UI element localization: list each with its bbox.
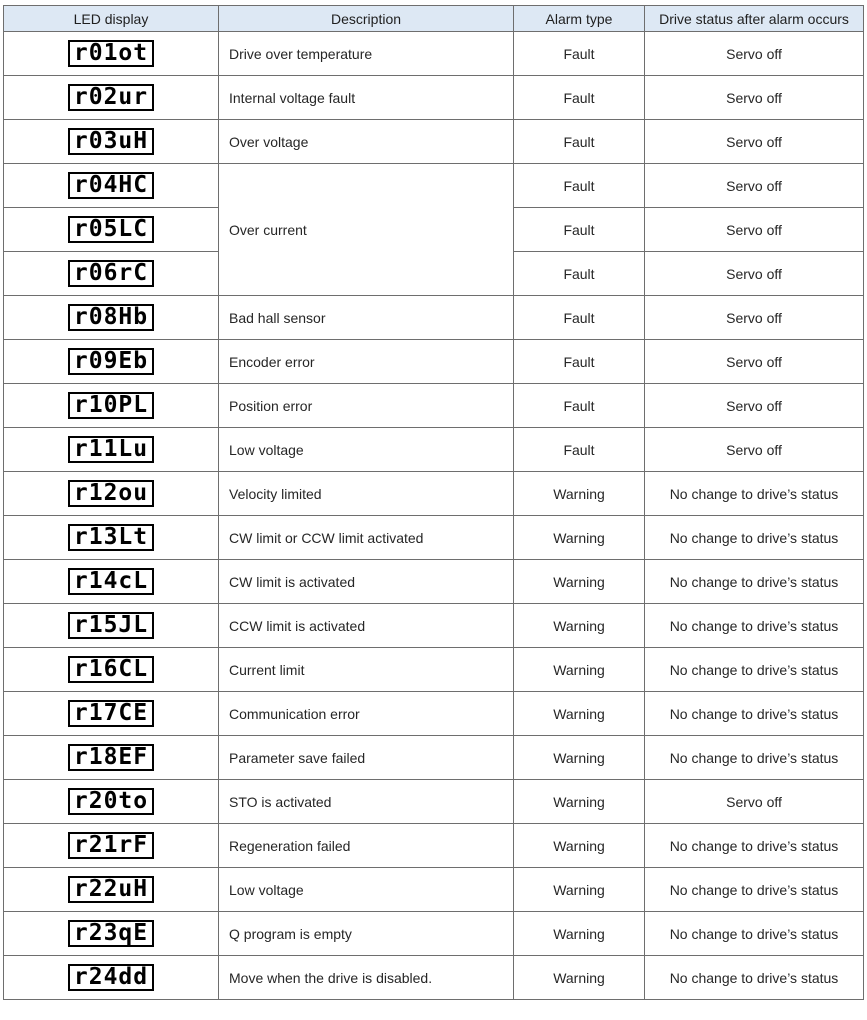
alarm-type-cell: Fault	[514, 32, 645, 76]
header-drive-status: Drive status after alarm occurs	[645, 6, 864, 32]
led-code: r16CL	[68, 656, 154, 683]
alarm-type-cell: Fault	[514, 296, 645, 340]
description-cell: CCW limit is activated	[219, 604, 514, 648]
drive-status-cell: Servo off	[645, 296, 864, 340]
drive-status-cell: Servo off	[645, 164, 864, 208]
table-row	[4, 560, 864, 604]
alarm-type-cell: Fault	[514, 252, 645, 296]
drive-status-cell: No change to drive’s status	[645, 736, 864, 780]
description-cell: Parameter save failed	[219, 736, 514, 780]
table-row	[4, 340, 864, 384]
led-code: r21rF	[68, 832, 154, 859]
table-row	[4, 296, 864, 340]
led-code: r20to	[68, 788, 154, 815]
led-code: r24dd	[68, 964, 154, 991]
led-code: r02ur	[68, 84, 154, 111]
description-cell: Q program is empty	[219, 912, 514, 956]
led-code: r17CE	[68, 700, 154, 727]
led-code: r15JL	[68, 612, 154, 639]
led-display-cell	[4, 32, 219, 76]
drive-status-cell: Servo off	[645, 252, 864, 296]
led-display-cell	[4, 120, 219, 164]
led-display-cell	[4, 604, 219, 648]
description-cell: Position error	[219, 384, 514, 428]
drive-status-cell: Servo off	[645, 428, 864, 472]
drive-status-cell: Servo off	[645, 384, 864, 428]
header-led-display: LED display	[4, 6, 219, 32]
description-cell: Communication error	[219, 692, 514, 736]
table-row	[4, 516, 864, 560]
led-code: r11Lu	[68, 436, 154, 463]
description-cell: Over current	[219, 164, 514, 296]
alarm-type-cell: Warning	[514, 472, 645, 516]
led-code: r08Hb	[68, 304, 154, 331]
drive-status-cell: No change to drive’s status	[645, 912, 864, 956]
drive-status-cell: No change to drive’s status	[645, 472, 864, 516]
description-cell: Regeneration failed	[219, 824, 514, 868]
led-display-cell	[4, 428, 219, 472]
alarm-type-cell: Warning	[514, 516, 645, 560]
led-display-cell	[4, 824, 219, 868]
alarm-type-cell: Warning	[514, 780, 645, 824]
alarm-type-cell: Fault	[514, 76, 645, 120]
table-row	[4, 76, 864, 120]
alarm-type-cell: Fault	[514, 208, 645, 252]
table-row	[4, 824, 864, 868]
alarm-code-table	[3, 5, 864, 1000]
header-description: Description	[219, 6, 514, 32]
led-display-cell	[4, 780, 219, 824]
led-code: r09Eb	[68, 348, 154, 375]
description-cell: Velocity limited	[219, 472, 514, 516]
alarm-type-cell: Warning	[514, 560, 645, 604]
drive-status-cell: Servo off	[645, 76, 864, 120]
led-display-cell	[4, 516, 219, 560]
description-cell: CW limit or CCW limit activated	[219, 516, 514, 560]
table-row	[4, 956, 864, 1000]
led-display-cell	[4, 956, 219, 1000]
led-display-cell	[4, 692, 219, 736]
description-cell: CW limit is activated	[219, 560, 514, 604]
description-cell: Encoder error	[219, 340, 514, 384]
drive-status-cell: No change to drive’s status	[645, 604, 864, 648]
led-display-cell	[4, 384, 219, 428]
alarm-type-cell: Fault	[514, 428, 645, 472]
drive-status-cell: No change to drive’s status	[645, 956, 864, 1000]
header-alarm-type: Alarm type	[514, 6, 645, 32]
table-row	[4, 472, 864, 516]
led-display-cell	[4, 340, 219, 384]
table-row	[4, 692, 864, 736]
led-display-cell	[4, 912, 219, 956]
led-display-cell	[4, 472, 219, 516]
led-code: r22uH	[68, 876, 154, 903]
description-cell: Low voltage	[219, 428, 514, 472]
drive-status-cell: Servo off	[645, 208, 864, 252]
table-header-row	[4, 6, 864, 32]
led-display-cell	[4, 252, 219, 296]
led-code: r23qE	[68, 920, 154, 947]
description-cell: Current limit	[219, 648, 514, 692]
alarm-type-cell: Fault	[514, 340, 645, 384]
alarm-type-cell: Fault	[514, 164, 645, 208]
drive-status-cell: Servo off	[645, 32, 864, 76]
drive-status-cell: No change to drive’s status	[645, 868, 864, 912]
drive-status-cell: No change to drive’s status	[645, 648, 864, 692]
table-row	[4, 164, 864, 208]
description-cell: Internal voltage fault	[219, 76, 514, 120]
led-code: r04HC	[68, 172, 154, 199]
led-code: r14cL	[68, 568, 154, 595]
table-row	[4, 428, 864, 472]
alarm-type-cell: Warning	[514, 692, 645, 736]
led-display-cell	[4, 560, 219, 604]
led-code: r12ou	[68, 480, 154, 507]
description-cell: STO is activated	[219, 780, 514, 824]
table-row	[4, 384, 864, 428]
led-code: r13Lt	[68, 524, 154, 551]
alarm-type-cell: Fault	[514, 120, 645, 164]
table-row	[4, 912, 864, 956]
table-row	[4, 120, 864, 164]
alarm-type-cell: Warning	[514, 956, 645, 1000]
table-row	[4, 868, 864, 912]
alarm-type-cell: Warning	[514, 736, 645, 780]
led-code: r05LC	[68, 216, 154, 243]
drive-status-cell: Servo off	[645, 780, 864, 824]
drive-status-cell: Servo off	[645, 120, 864, 164]
led-display-cell	[4, 296, 219, 340]
alarm-type-cell: Warning	[514, 604, 645, 648]
led-display-cell	[4, 648, 219, 692]
table-row	[4, 32, 864, 76]
table-row	[4, 604, 864, 648]
drive-status-cell: No change to drive’s status	[645, 824, 864, 868]
description-cell: Move when the drive is disabled.	[219, 956, 514, 1000]
drive-status-cell: Servo off	[645, 340, 864, 384]
led-code: r18EF	[68, 744, 154, 771]
led-display-cell	[4, 208, 219, 252]
led-code: r06rC	[68, 260, 154, 287]
drive-status-cell: No change to drive’s status	[645, 692, 864, 736]
drive-status-cell: No change to drive’s status	[645, 516, 864, 560]
alarm-type-cell: Warning	[514, 824, 645, 868]
table-row	[4, 736, 864, 780]
description-cell: Bad hall sensor	[219, 296, 514, 340]
description-cell: Drive over temperature	[219, 32, 514, 76]
alarm-type-cell: Warning	[514, 868, 645, 912]
led-code: r01ot	[68, 40, 154, 67]
led-display-cell	[4, 736, 219, 780]
table-row	[4, 780, 864, 824]
drive-status-cell: No change to drive’s status	[645, 560, 864, 604]
led-code: r10PL	[68, 392, 154, 419]
led-code: r03uH	[68, 128, 154, 155]
description-cell: Low voltage	[219, 868, 514, 912]
led-display-cell	[4, 76, 219, 120]
led-display-cell	[4, 164, 219, 208]
description-cell: Over voltage	[219, 120, 514, 164]
alarm-type-cell: Warning	[514, 648, 645, 692]
table-row	[4, 648, 864, 692]
alarm-type-cell: Fault	[514, 384, 645, 428]
led-display-cell	[4, 868, 219, 912]
alarm-type-cell: Warning	[514, 912, 645, 956]
